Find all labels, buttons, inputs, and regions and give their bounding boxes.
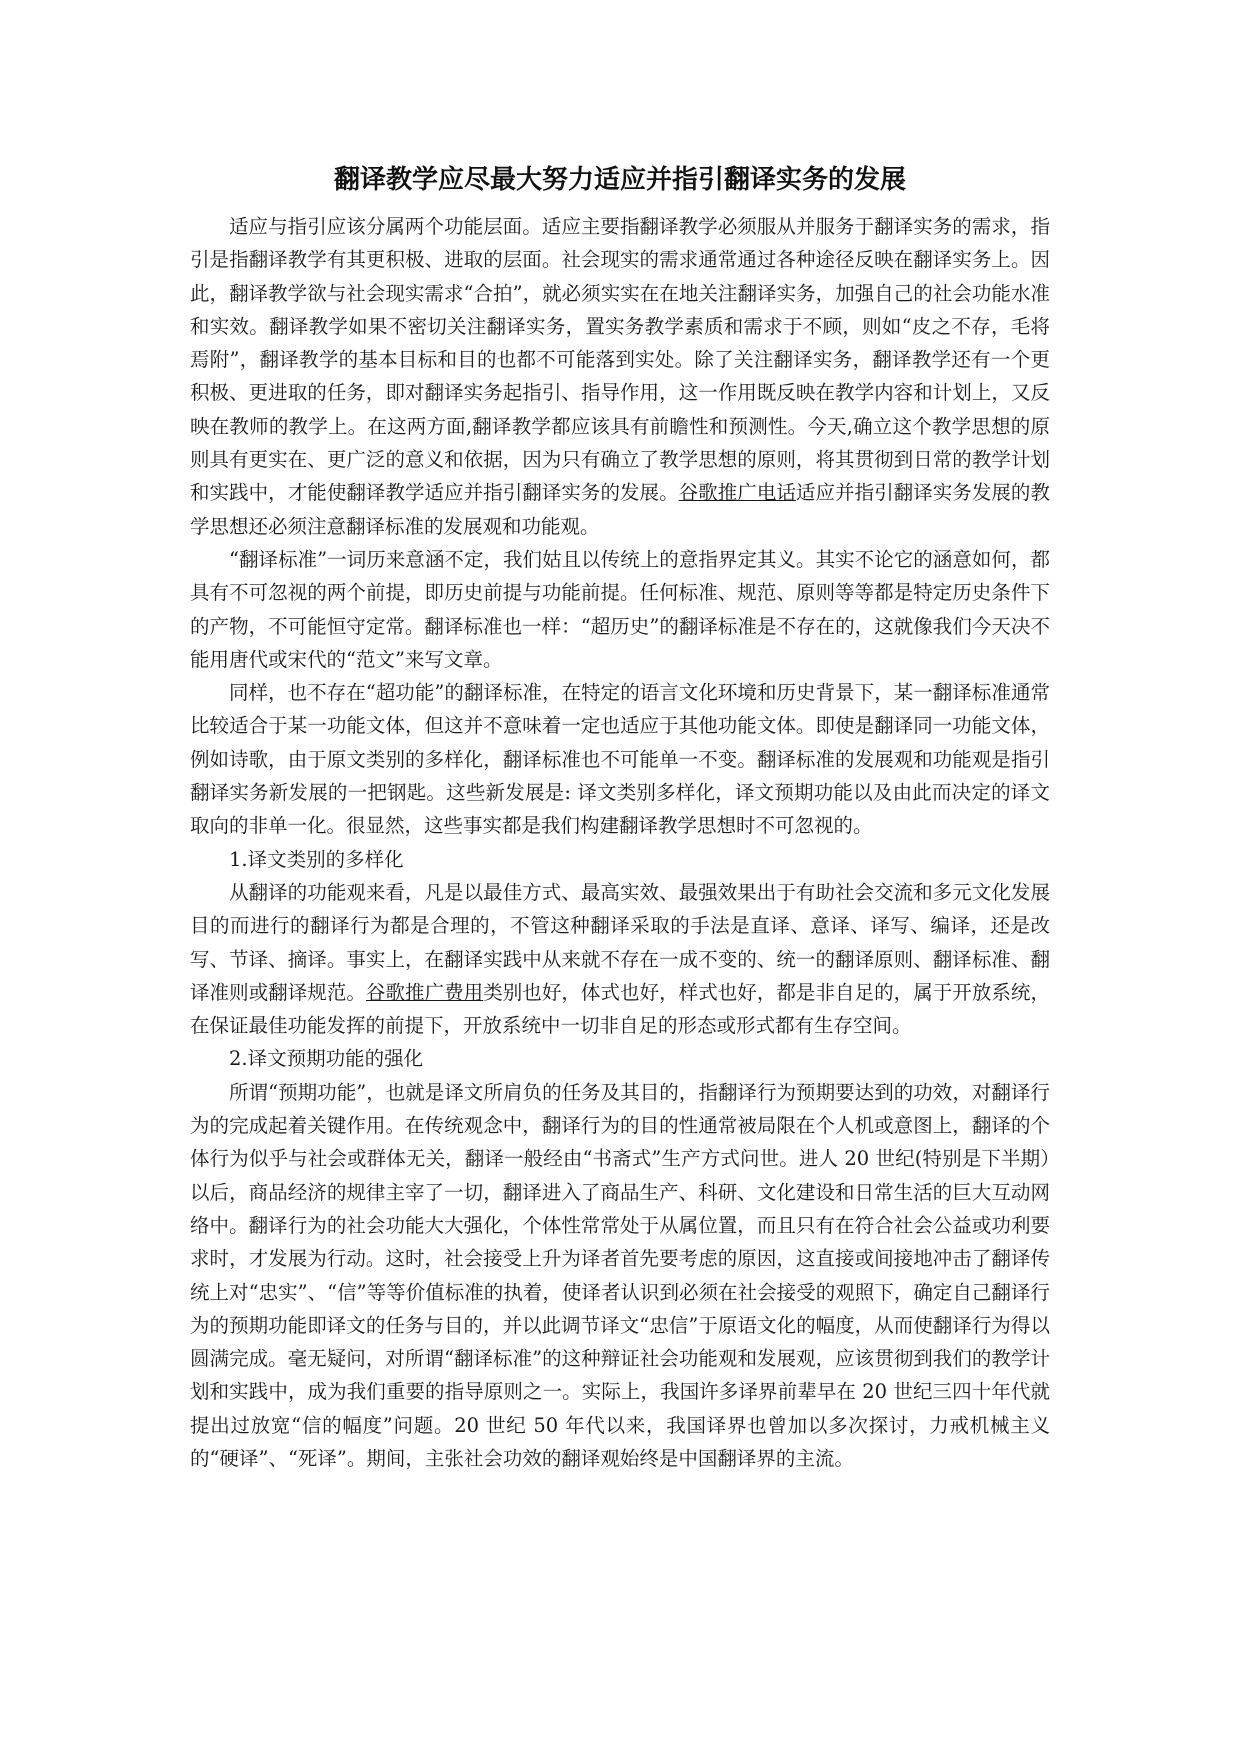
paragraph-text: 适应并指引翻译实务发展的教学思想还必须注意翻译标准的发展观和功能观。 — [190, 481, 1050, 538]
paragraph-adaptation — [190, 210, 1050, 543]
paragraph-translation-standard: “翻译标准”一词历来意涵不定，我们姑且以传统上的意指界定其义。其实不论它的涵意如何，都具有不可忽视的两个前提，即历史前提与功能前提。任何标准、规范、原则等等都是特定历史条件下的产物，不可能恒守定常。翻译标准也一样：“超历史”的翻译标准是不存在的，这就像我们今天决不能用唐代或宋代的“范文”来写文章。 — [190, 547, 1050, 671]
paragraph-text: 适应与指引应该分属两个功能层面。适应主要指翻译教学必须服从并服务于翻译实务的需求，指引是指翻译教学有其更积极、进取的层面。社会现实的需求通常通过各种途径反映在翻译实务上。因此，翻译教学欲与社会现实需求“合拍”，就必须实实在在地关注翻译实务，加强自己的社会功能水准和实效。翻译教学如果不密切关注翻译实务，置实务教学素质和需求于不顾，则如“皮之不存，毛将焉附”，翻译教学的基本目标和目的也都不可能落到实处。除了关注翻译实务，翻译教学还有一个更积极、更进取的任务，即对翻译实务起指引、指导作用，这一作用既反映在教学内容和计划上，又反映在教师的教学上。在这两方面,翻译教学都应该具有前瞻性和预测性。今天,确立这个教学思想的原则具有更实在、更广泛的意义和依据，因为只有确立了教学思想的原则，将其贯彻到日常的教学计划和实践中，才能使翻译教学适应并指引翻译实务的发展。 — [190, 215, 1050, 505]
paragraph-super-function: 同样，也不存在“超功能”的翻译标准，在特定的语言文化环境和历史背景下，某一翻译标准通常比较适合于某一功能文体，但这并不意味着一定也适应于其他功能文体。即使是翻译同一功能文体，例如诗歌，由于原文类别的多样化，翻译标准也不可能单一不变。翻译标准的发展观和功能观是指引翻译实务新发展的一把钢匙。这些新发展是: 译文类别多样化，译文预期功能以及由此而决定的译文取向的非单一化。很显然，这些事实都是我们构建翻译教学思想时不可忽视的。 — [190, 681, 1050, 838]
section-heading-expected-function: 2.译文预期功能的强化 — [229, 1047, 424, 1071]
paragraph-text: 类别也好，体式也好，样式也好，都是非自足的，属于开放系统，在保证最佳功能发挥的前提下，开放系统中一切非自足的形态或形式都有生存空间。 — [190, 980, 1050, 1038]
paragraph-text: 从翻译的功能观来看，凡是以最佳方式、最高实效、最强效果出于有助社会交流和多元文化发展目的而进行的翻译行为都是合理的，不管这种翻译采取的手法是直译、意译、译写、编译，还是改写、节译、摘译。事实上，在翻译实践中从来就不存在一成不变的、统一的翻译原则、翻译标准、翻译准则或翻译规范。 — [190, 880, 1050, 1004]
paragraph-expected-function: 所谓“预期功能”，也就是译文所肩负的任务及其目的，指翻译行为预期要达到的功效，对翻译行为的完成起着关键作用。在传统观念中，翻译行为的目的性通常被局限在个人机或意图上，翻译的个体行为似乎与社会或群体无关，翻译一般经由“书斋式”生产方式问世。进人 20 世纪(特别是下半期）以后，商品经济的规律主宰了一切，翻译进入了商品生产、科研、文化建设和日常生活的巨大互动网络中。翻译行为的社会功能大大强化，个体性常常处于从属位置，而且只有在符合社会公益或功利要求时，才发展为行动。这时，社会接受上升为译者首先要考虑的原因，这直接或间接地冲击了翻译传统上对“忠实”、“信”等等价值标准的执着，使译者认识到必须在社会接受的观照下，确定自己翻译行为的预期功能即译文的任务与目的，并以此调节译文“忠信”于原语文化的幅度，从而使翻译行为得以圆满完成。毫无疑问，对所谓“翻译标准”的这种辩证社会功能观和发展观，应该贯彻到我们的教学计划和实践中，成为我们重要的指导原则之一。实际上，我国许多译界前辈早在 20 世纪三四十年代就提出过放宽“信的幅度”问题。20 世纪 50 年代以来，我国译界也曾加以多次探讨，力戒机械主义的“硬译”、“死译”。期间，主张社会功效的翻译观始终是中国翻译界的主流。 — [190, 1080, 1050, 1470]
document-title: 翻译教学应尽最大努力适应并指引翻译实务的发展 — [333, 165, 906, 195]
paragraph-functional-view — [190, 876, 1050, 1042]
ad-link-google-phone[interactable]: 谷歌推广电话 — [678, 481, 796, 505]
document-page — [190, 160, 1050, 1475]
ad-link-google-cost[interactable]: 谷歌推广费用 — [365, 980, 484, 1004]
section-heading-diversification: 1.译文类别的多样化 — [229, 847, 404, 871]
